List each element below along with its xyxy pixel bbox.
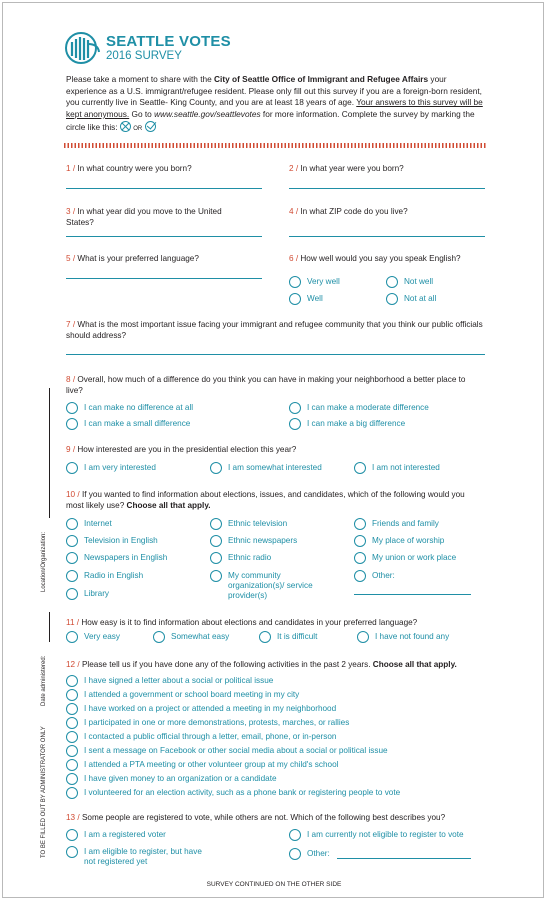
survey-subtitle: 2016 SURVEY [106, 50, 182, 62]
question-1: 1 / In what country were you born? [66, 164, 192, 173]
q13-other-line[interactable] [337, 858, 471, 859]
question-9: 9 / How interested are you in the presidential election this year? [66, 445, 297, 454]
radio-circle[interactable] [357, 631, 369, 643]
checkbox-circle[interactable] [354, 518, 366, 530]
radio-circle[interactable] [289, 829, 301, 841]
question-8: 8 / Overall, how much of a difference do you think you can have in making your neighborhood a better place to live? [66, 375, 466, 395]
q1-answer-line[interactable] [66, 188, 262, 189]
footer-note: SURVEY CONTINUED ON THE OTHER SIDE [206, 881, 342, 888]
radio-circle[interactable] [66, 631, 78, 643]
checkbox-circle[interactable] [354, 552, 366, 564]
question-13: 13 / Some people are registered to vote, while others are not. Which of the following best describes you? [66, 813, 446, 822]
sidebar-date-label: Date administered: [41, 655, 47, 706]
checkbox-circle[interactable] [66, 588, 78, 600]
radio-circle[interactable] [386, 293, 398, 305]
radio-circle[interactable] [66, 846, 78, 858]
radio-circle[interactable] [66, 418, 78, 430]
checkbox-circle[interactable] [66, 745, 78, 757]
checkbox-circle[interactable] [66, 689, 78, 701]
radio-circle[interactable] [289, 848, 301, 860]
checkbox-circle[interactable] [66, 675, 78, 687]
radio-circle[interactable] [354, 462, 366, 474]
sidebar-date-line[interactable] [49, 612, 50, 642]
checkbox-circle[interactable] [210, 535, 222, 547]
checkbox-circle[interactable] [66, 773, 78, 785]
radio-circle[interactable] [289, 402, 301, 414]
checkbox-circle[interactable] [210, 570, 222, 582]
sidebar-admin-label: TO BE FILLED OUT BY ADMINISTRATOR ONLY [41, 726, 47, 858]
website-link[interactable]: www.seattle.gov/seattlevotes [154, 109, 261, 120]
question-7: 7 / What is the most important issue facing your immigrant and refugee community that you think our public officials should address? [66, 320, 483, 340]
radio-circle[interactable] [66, 462, 78, 474]
question-3: 3 / In what year did you move to the United States? [66, 207, 222, 227]
radio-circle[interactable] [289, 276, 301, 288]
seattle-logo-icon [64, 30, 102, 66]
anonymous-note: Your answers to this survey will be kept anonymous. [66, 97, 483, 120]
q10-other-line[interactable] [354, 594, 471, 595]
checkbox-circle[interactable] [66, 787, 78, 799]
question-5: 5 / What is your preferred language? [66, 254, 199, 263]
question-4: 4 / In what ZIP code do you live? [289, 207, 408, 216]
checkbox-circle[interactable] [66, 703, 78, 715]
q2-answer-line[interactable] [289, 188, 485, 189]
sidebar-location-label: Location/Organization: [41, 531, 47, 592]
radio-circle[interactable] [289, 293, 301, 305]
intro-paragraph: Please take a moment to share with the City of Seattle Office of Immigrant and Refugee Affairs your experience as a U.S. immigrant/refugee resident. Please only fill out this survey if you are a foreign-born resident, you currently live in Seattle- King County, and you are at least 18 years of age. Your answers to this survey will be kept anonymous. Go to www.seattle.gov/seattlevotes for more information. Complete the survey by marking the circle like this: OR [66, 74, 483, 132]
q3-answer-line[interactable] [66, 236, 262, 237]
radio-circle[interactable] [386, 276, 398, 288]
question-11: 11 / How easy is it to find information about elections and candidates in your preferred language? [66, 618, 418, 627]
checkbox-circle[interactable] [66, 717, 78, 729]
q4-answer-line[interactable] [289, 236, 485, 237]
example-check-mark-icon [145, 121, 156, 132]
radio-circle[interactable] [210, 462, 222, 474]
section-divider [64, 143, 486, 148]
radio-circle[interactable] [66, 402, 78, 414]
radio-circle[interactable] [259, 631, 271, 643]
checkbox-circle[interactable] [66, 570, 78, 582]
checkbox-circle[interactable] [210, 552, 222, 564]
example-x-mark-icon [120, 121, 131, 132]
question-6: 6 / How well would you say you speak English? [289, 254, 461, 263]
checkbox-circle[interactable] [354, 570, 366, 582]
q7-answer-line[interactable] [66, 354, 485, 355]
radio-circle[interactable] [66, 829, 78, 841]
q5-answer-line[interactable] [66, 278, 262, 279]
question-12: 12 / Please tell us if you have done any of the following activities in the past 2 years. Choose all that apply. [66, 660, 457, 669]
checkbox-circle[interactable] [210, 518, 222, 530]
checkbox-circle[interactable] [66, 759, 78, 771]
radio-circle[interactable] [289, 418, 301, 430]
checkbox-circle[interactable] [66, 731, 78, 743]
checkbox-circle[interactable] [66, 552, 78, 564]
question-10: 10 / If you wanted to find information about elections, issues, and candidates, which of the following would you most likely use? Choose all that apply. [66, 490, 465, 510]
checkbox-circle[interactable] [66, 518, 78, 530]
sidebar-location-line[interactable] [49, 388, 50, 518]
survey-title: SEATTLE VOTES [106, 33, 231, 50]
office-name: City of Seattle Office of Immigrant and Refugee Affairs [214, 74, 429, 84]
question-2: 2 / In what year were you born? [289, 164, 404, 173]
checkbox-circle[interactable] [66, 535, 78, 547]
checkbox-circle[interactable] [354, 535, 366, 547]
radio-circle[interactable] [153, 631, 165, 643]
